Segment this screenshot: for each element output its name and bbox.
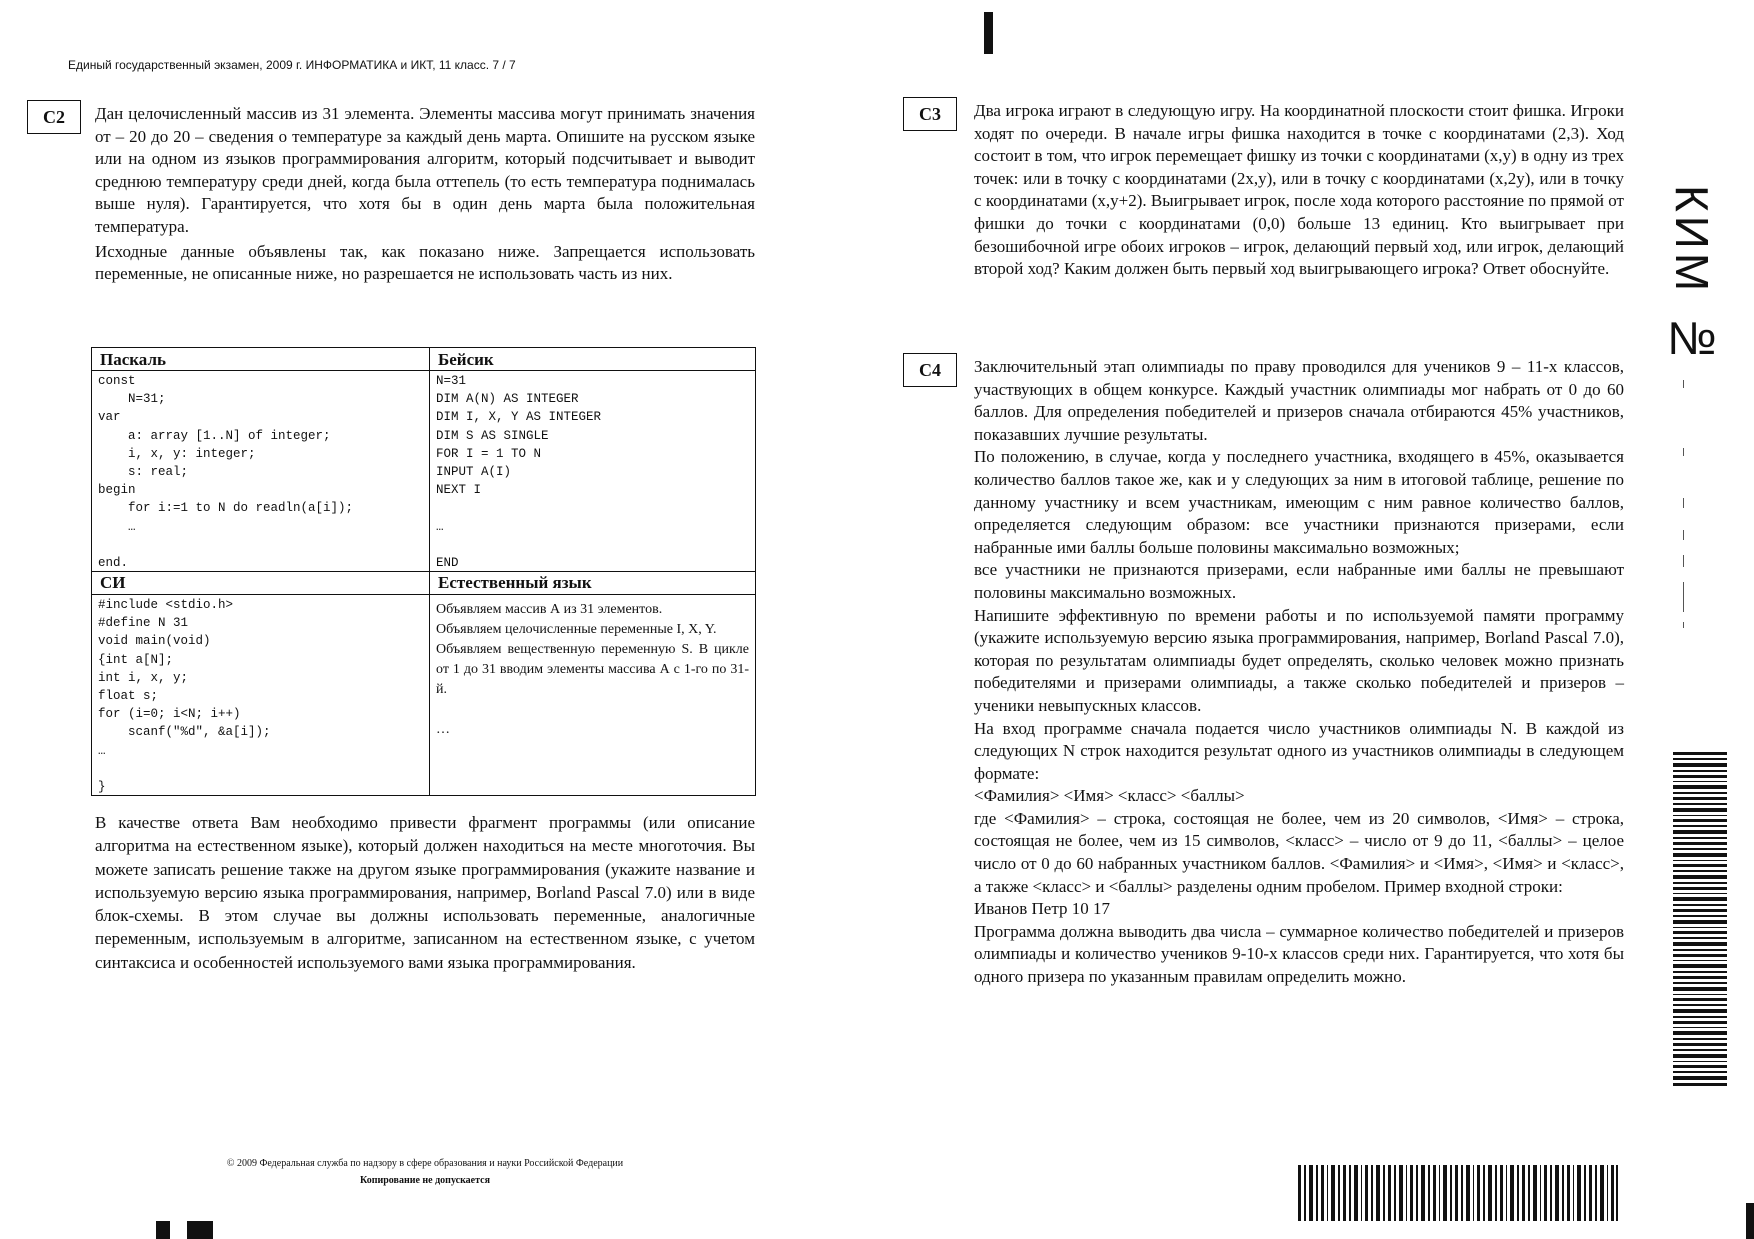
basic-code: N=31 DIM A(N) AS INTEGER DIM I, X, Y AS INTEGER DIM S AS SINGLE FOR I = 1 TO N INPUT A(I) NEXT I … END <box>436 374 602 571</box>
code-table <box>91 347 756 796</box>
table-header-natural: Естественный язык <box>438 573 592 592</box>
footer <box>120 1155 730 1189</box>
c4-paragraph: где <Фамилия> – строка, состоящая не более, чем из 20 символов, <Имя> – строка, состоящая не более, чем из 15 символов, <класс> – число от 9 до 11, <баллы> – целое число от 0 до 60 набранных участником баллов. <Фамилия> и <Имя>, <Имя> и <класс>, а также <класс> и <баллы> разделены одним пробелом. Пример входной строки: <box>974 808 1624 896</box>
task-label-c2: C2 <box>27 100 81 134</box>
task-label-c4: C4 <box>903 353 957 387</box>
c2-statement <box>95 103 755 286</box>
registration-mark <box>984 12 993 54</box>
c4-paragraph: Иванов Петр 10 17 <box>974 899 1110 919</box>
horizontal-barcode-bars <box>1298 1165 1618 1221</box>
c4-paragraph: Заключительный этап олимпиады по праву проводился для учеников 9 – 11-х классов, участвующих в общем конкурсе. Каждый участник олимпиады мог набрать от 0 до 60 баллов. Для определения победителей и призеров сначала отбираются 45% участников, показавших лучшие результаты. <box>974 357 1624 444</box>
c4-paragraph: По положению, в случае, когда у последнего участника, входящего в 45%, оказывается количество баллов такое же, как и у следующих за ним в итоговой таблице, решение по данному участнику и всем участникам, имеющим с ним равное количество баллов, определяется следующим образом: все участники признаются призерами, если набранные ими баллы больше половины максимально возможных; <box>974 447 1624 557</box>
natural-language-text <box>430 596 755 740</box>
c4-paragraph: На вход программе сначала подается число участников олимпиады N. В каждой из следующих N строк находится результат одного из участников олимпиады в следующем формате: <box>974 718 1624 783</box>
pascal-code: const N=31; var a: array [1..N] of integer; i, x, y: integer; s: real; begin for i:=1 to N do readln(a[i]); … end. <box>98 374 354 571</box>
c4-statement <box>974 356 1624 989</box>
natural-line: Объявляем целочисленные переменные I, X, Y. <box>436 622 717 637</box>
registration-mark <box>156 1221 170 1239</box>
c4-paragraph: Программа должна выводить два числа – суммарное количество победителей и призеров олимпиады и количество учеников 9-10-х классов среди них. Гарантируется, что хотя бы одного призера по указанным правилам определить можно. <box>974 921 1624 987</box>
registration-mark <box>187 1221 213 1239</box>
footer-copy-notice: Копирование не допускается <box>359 1175 491 1186</box>
kim-number-label: КИМ № <box>1666 185 1718 368</box>
registration-mark <box>1746 1203 1754 1239</box>
natural-line: … <box>436 722 450 737</box>
natural-line: Объявляем вещественную переменную S. В цикле от 1 до 31 вводим элементы массива А с 1-го по 31-й. <box>436 642 749 697</box>
c2-answer-note: В качестве ответа Вам необходимо привести фрагмент программы (или описание алгоритма на естественном языке), который должен находиться на месте многоточия. Вы можете записать решение также на другом языке программирования (укажите название и используемую версию языка программирования, например, Borland Pascal 7.0) или в виде блок-схемы. В этом случае вы должны использовать переменные, аналогичные переменным, используемым в алгоритме, записанном на естественном языке, с учетом синтаксиса и особенностей используемого вами языка программирования. <box>95 813 755 972</box>
vertical-barcode-bars <box>1673 752 1727 1087</box>
c2-paragraph-2: Исходные данные объявлены так, как показано ниже. Запрещается использовать переменные, не описанные ниже, но разрешается не использовать часть из них. <box>95 241 755 284</box>
c2-paragraph-1: Дан целочисленный массив из 31 элемента. Элементы массива могут принимать значения от – 20 до 20 – сведения о температуре за каждый день марта. Опишите на русском языке или на одном из языков программирования алгоритм, который подсчитывает и выводит среднюю температуру среди дней, когда была оттепель (то есть температура поднималась выше нуля). Гарантируется, что хотя бы в один день марта была положительная температура. <box>95 104 755 236</box>
footer-copyright: © 2009 Федеральная служба по надзору в сфере образования и науки Российской Федерации <box>226 1158 624 1169</box>
c4-paragraph: Напишите эффективную по времени работы и по используемой памяти программу (укажите используемую версию языка программирования, например, Borland Pascal 7.0), которая по результатам олимпиады будет определять, сколько человек можно признать победителями и призерами олимпиады, а также сколько победителей и призеров – ученики невыпускных классов. <box>974 605 1624 715</box>
table-header-c: СИ <box>100 573 126 592</box>
table-header-basic: Бейсик <box>438 350 494 369</box>
natural-line: Объявляем массив А из 31 элементов. <box>436 602 663 617</box>
page-header: Единый государственный экзамен, 2009 г. ИНФОРМАТИКА и ИКТ, 11 класс. 7 / 7 <box>68 58 516 72</box>
c3-statement: Два игрока играют в следующую игру. На координатной плоскости стоит фишка. Игроки ходят по очереди. В начале игры фишка находится в точке с координатами (2,3). Ход состоит в том, что игрок перемещает фишку из точки с координатами (x,y) в одну из трех точек: или в точку с координатами (2x,y), или в точку с координатами (x,2y), или в точку с координатами (x,y+2). Выигрывает игрок, после хода которого расстояние по прямой от фишки до точки с координатами (0,0) больше 13 единиц. Кто выигрывает при безошибочной игре обоих игроков – игрок, делающий первый ход, или игрок, делающий второй ход? Каким должен быть первый ход выигрывающего игрока? Ответ обоснуйте. <box>974 101 1624 279</box>
c-code: #include <stdio.h> #define N 31 void main(void) {int a[N]; int i, x, y; float s; for (i=0; i<N; i++) scanf("%d", &a[i]); … } <box>98 598 271 795</box>
natural-line <box>436 700 749 720</box>
task-label-c3: C3 <box>903 97 957 131</box>
c4-paragraph: <Фамилия> <Имя> <класс> <баллы> <box>974 786 1245 806</box>
vertical-barcode <box>1673 752 1727 1087</box>
table-header-pascal: Паскаль <box>100 350 166 369</box>
c4-paragraph: все участники не признаются призерами, если набранные ими баллы не превышают половины максимально возможных. <box>974 560 1624 602</box>
horizontal-barcode <box>1298 1165 1618 1221</box>
